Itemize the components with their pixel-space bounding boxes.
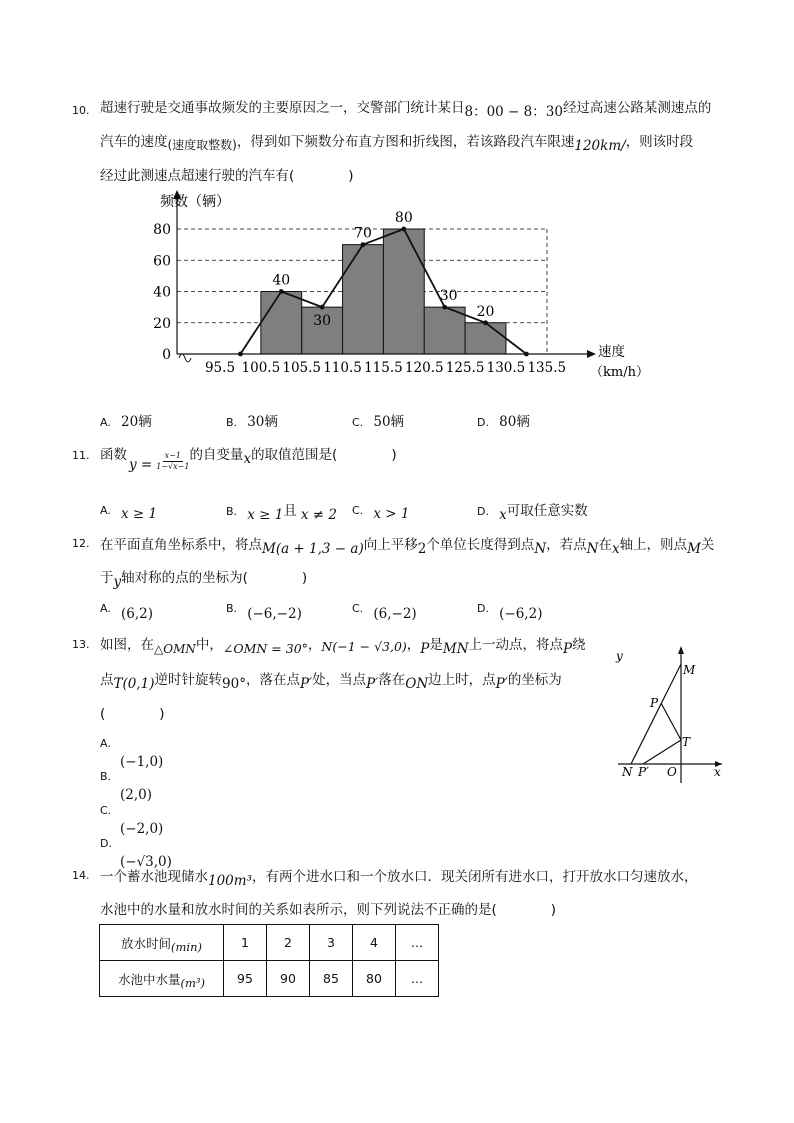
table-cell: … <box>396 961 439 997</box>
q13-text: 边上时，点 <box>428 672 496 688</box>
q14-line1 <box>100 865 698 889</box>
table-header-cell <box>100 961 224 997</box>
q10-line1 <box>100 96 712 120</box>
q11-var-x: x <box>243 451 252 467</box>
q13-text: 如图，在 <box>100 637 154 653</box>
option-math: x > 1 <box>373 506 410 522</box>
q13-text: ， <box>406 637 421 653</box>
option-label: A. <box>100 602 111 615</box>
q11-option-b <box>226 499 337 523</box>
q10-line2-b: ，得到如下频数分布直方图和折线图，若该路段汽车限速 <box>236 134 575 150</box>
q11-numerator: x−1 <box>164 450 181 460</box>
x-axis-label: 速度 <box>598 344 625 360</box>
q10-line2 <box>100 130 694 154</box>
option-value: (6,2) <box>121 606 154 622</box>
option-label: A. <box>100 504 111 517</box>
q10-line1-a: 超速行驶是交通事故频发的主要原因之一，交警部门统计某日 <box>100 100 465 116</box>
q12-num: 2 <box>417 541 427 557</box>
q12-text: 轴对称的点的坐标为( ) <box>121 570 308 586</box>
table-cell: 95 <box>224 961 267 997</box>
table-cell: … <box>396 925 439 961</box>
option-value: 30 <box>247 414 265 430</box>
q12-text: 个单位长度得到点 <box>426 537 535 553</box>
x-tick-label: 135.5 <box>527 360 567 376</box>
option-value: (6,−2) <box>373 606 417 622</box>
option-value: (2,0) <box>120 787 153 803</box>
y-tick-label: 80 <box>153 222 171 238</box>
q11-func-y: y = <box>129 457 153 473</box>
option-label: B. <box>226 505 238 518</box>
segment-mn <box>631 664 681 764</box>
histogram-bar <box>465 323 506 354</box>
table-header-cell <box>100 925 224 961</box>
q12-text: 在 <box>598 537 612 553</box>
q13-text: 是 <box>429 637 443 653</box>
q12-number: 12. <box>72 537 90 550</box>
q13-text: 的坐标为 <box>507 672 562 688</box>
option-value: 80 <box>499 414 517 430</box>
q12-x: x <box>611 541 620 557</box>
q14-volume: 100m³ <box>208 873 252 889</box>
q10-speed: 120km/ <box>574 138 626 154</box>
q10-line3: 经过此测速点超速行驶的汽车有( ) <box>100 168 354 184</box>
q12-text: 在平面直角坐标系中，将点 <box>100 537 262 553</box>
option-label: D. <box>477 416 489 429</box>
q11-option-d <box>477 499 588 523</box>
option-unit: 辆 <box>138 414 152 430</box>
option-label: D. <box>477 505 489 518</box>
option-label: C. <box>352 416 364 429</box>
q12-text: 轴上，则点 <box>619 537 688 553</box>
segment-pt <box>661 703 681 740</box>
label-n: N <box>622 765 633 779</box>
q12-option-b <box>226 603 302 622</box>
q11-line <box>100 443 397 473</box>
option-label: C. <box>100 804 112 817</box>
q11-denominator: 1−√x−1 <box>156 461 190 471</box>
q13-line1 <box>100 633 586 657</box>
q12-text: 向上平移 <box>363 537 418 553</box>
q12-text: ，若点 <box>546 537 587 553</box>
y-tick-label: 40 <box>153 284 171 301</box>
table-cell: 1 <box>224 925 267 961</box>
x-tick-label: 130.5 <box>486 360 526 376</box>
q13-p: P <box>420 641 430 657</box>
x-tick-label: 115.5 <box>364 360 403 376</box>
table-cell: 80 <box>353 961 396 997</box>
option-label: C. <box>352 602 364 615</box>
segment-tp-prime <box>643 740 681 764</box>
q13-triangle: △OMN <box>154 642 196 656</box>
option-math: x <box>499 507 507 523</box>
q12-point-m: M(a + 1,3 − a) <box>262 541 364 557</box>
data-label: 70 <box>354 225 372 242</box>
option-label: D. <box>100 837 112 850</box>
histogram-bar <box>343 245 384 354</box>
q14-table <box>99 924 439 997</box>
q13-p-prime: P′ <box>495 676 508 692</box>
q12-option-c <box>352 603 417 622</box>
y-tick-label: 0 <box>162 347 171 363</box>
option-label: B. <box>226 416 238 429</box>
y-axis-arrow <box>678 646 684 654</box>
option-label: C. <box>352 504 364 517</box>
q13-geometry-figure <box>610 640 730 785</box>
q10-line2-a: 汽车的速度 <box>100 134 168 150</box>
line-point <box>442 305 447 310</box>
q13-p-prime: P′ <box>299 676 313 692</box>
q12-option-d <box>477 603 542 622</box>
label-x: x <box>714 765 721 779</box>
option-unit: 辆 <box>390 414 405 430</box>
q11-number: 11. <box>72 449 90 462</box>
q12-y: y <box>113 574 122 590</box>
q11-text-a: 函数 <box>100 447 127 463</box>
option-label: A. <box>100 737 111 750</box>
line-point <box>401 227 406 232</box>
option-value: (−2,0) <box>120 821 164 837</box>
option-math: x ≥ 1 <box>121 506 158 522</box>
q11-text-b: 的自变量 <box>189 447 244 463</box>
x-tick-label: 110.5 <box>323 360 362 376</box>
histogram-bar <box>383 229 424 354</box>
option-math: x ≥ 1 <box>247 507 284 523</box>
q12-text: 于 <box>100 570 114 586</box>
q10-line1-b: 经过高速公路某测速点的 <box>562 100 712 116</box>
q11-option-a <box>100 499 158 522</box>
table-cell: 85 <box>310 961 353 997</box>
option-label: B. <box>226 602 238 615</box>
q12-m: M <box>687 541 701 557</box>
q12-n: N <box>534 541 547 557</box>
label-p-prime: P′ <box>638 765 649 779</box>
option-text: 且 <box>283 503 297 519</box>
data-label: 40 <box>272 272 291 289</box>
y-axis-label: 频数（辆） <box>160 194 230 210</box>
option-value: (−6,−2) <box>247 606 302 622</box>
row-unit: (m³) <box>180 975 205 990</box>
q14-number: 14. <box>72 869 90 882</box>
q12-text: 关 <box>700 537 715 553</box>
line-point <box>238 352 243 357</box>
q13-text: 中， <box>195 637 223 653</box>
q13-p: P <box>563 641 573 657</box>
table-row <box>100 961 439 997</box>
q12-line2 <box>100 566 308 590</box>
q13-number: 13. <box>72 638 90 651</box>
table-cell: 2 <box>267 925 310 961</box>
option-value: 50 <box>373 414 391 430</box>
table-cell: 3 <box>310 925 353 961</box>
q13-text: 处，当点 <box>312 672 367 688</box>
y-tick-label: 60 <box>153 253 171 270</box>
option-label: D. <box>477 602 489 615</box>
data-label: 20 <box>476 303 495 320</box>
histogram-bar <box>261 292 302 355</box>
q10-option-c <box>352 410 404 430</box>
x-axis-arrow <box>587 350 596 358</box>
q13-point-n: N(−1 − √3,0) <box>321 639 407 654</box>
q13-angle: ∠OMN = 30° <box>222 641 308 656</box>
line-point <box>361 242 366 247</box>
histogram-bar <box>424 307 465 354</box>
option-value: (−1,0) <box>120 754 164 770</box>
line-point <box>524 352 529 357</box>
q11-text-c: 的取值范围是( ) <box>251 447 397 463</box>
option-text: 可取任意实数 <box>506 503 588 519</box>
row-label: 放水时间 <box>121 935 172 951</box>
q10-number: 10. <box>72 104 90 117</box>
q13-text: ，落在点 <box>245 672 300 688</box>
q12-n: N <box>586 541 599 557</box>
q13-on: ON <box>405 676 429 692</box>
option-unit: 辆 <box>516 414 530 430</box>
q10-paren: (速度取整数) <box>167 138 237 152</box>
option-value: (−6,2) <box>499 606 543 622</box>
x-tick-label: 95.5 <box>204 360 236 376</box>
label-t: T <box>682 735 691 749</box>
q13-mn: MN <box>442 641 469 657</box>
line-point <box>279 289 284 294</box>
data-label: 30 <box>313 313 332 330</box>
q10-time: 8：00 − 8：30 <box>464 104 563 120</box>
table-row <box>100 925 439 961</box>
row-unit: (min) <box>171 939 202 954</box>
q13-text: 逆时针旋转 <box>154 672 223 688</box>
line-point <box>320 305 325 310</box>
q13-line2 <box>100 668 562 692</box>
option-unit: 辆 <box>264 414 278 430</box>
q13-text: ， <box>307 637 322 653</box>
x-tick-label: 120.5 <box>404 360 444 376</box>
x-tick-label: 125.5 <box>445 360 485 376</box>
q14-line2: 水池中的水量和放水时间的关系如表所示，则下列说法不正确的是( ) <box>100 902 557 918</box>
label-y: y <box>616 649 623 663</box>
q10-option-a <box>100 410 152 430</box>
q13-p-prime: P′ <box>366 676 379 692</box>
q13-line3: ( ) <box>100 706 165 722</box>
q12-option-a <box>100 603 153 622</box>
label-o: O <box>667 765 677 779</box>
q10-line2-c: ，则该时段 <box>625 134 694 150</box>
option-value: (−√3,0) <box>120 854 172 870</box>
axis-break-mark <box>179 354 191 362</box>
q14-text: ，有两个进水口和一个放水口．现关闭所有进水口，打开放水口匀速放水， <box>251 869 698 885</box>
q13-text: 绕 <box>572 637 586 653</box>
label-m: M <box>683 663 696 677</box>
q10-option-d <box>477 410 530 430</box>
table-cell: 90 <box>267 961 310 997</box>
option-label: A. <box>100 416 111 429</box>
option-math2: x ≠ 2 <box>300 507 337 523</box>
x-axis-unit: （km/h） <box>590 365 649 380</box>
q13-text: 点 <box>100 672 114 688</box>
q12-line1 <box>100 533 715 557</box>
y-tick-label: 20 <box>153 315 171 332</box>
data-label: 30 <box>439 288 458 305</box>
option-value: 20 <box>121 414 139 430</box>
q14-text: 一个蓄水池现储水 <box>100 869 208 885</box>
x-tick-label: 105.5 <box>282 360 322 376</box>
frequency-histogram-chart <box>150 186 650 386</box>
q11-option-c <box>352 499 410 522</box>
label-p: P <box>650 696 659 710</box>
x-tick-label: 100.5 <box>241 360 281 376</box>
option-label: B. <box>100 770 112 783</box>
line-point <box>483 320 488 325</box>
q13-point-t: T(0,1) <box>113 676 155 692</box>
q13-option-b <box>100 765 152 803</box>
q13-degrees: 90° <box>222 676 246 692</box>
table-cell: 4 <box>353 925 396 961</box>
q13-text: 上一动点，将点 <box>468 637 564 653</box>
q10-text <box>72 99 90 118</box>
q11-fraction <box>156 451 189 472</box>
q10-option-b <box>226 410 278 430</box>
data-label: 80 <box>394 210 413 226</box>
row-label: 水池中水量 <box>117 971 181 987</box>
q13-text: 落在 <box>378 672 406 688</box>
